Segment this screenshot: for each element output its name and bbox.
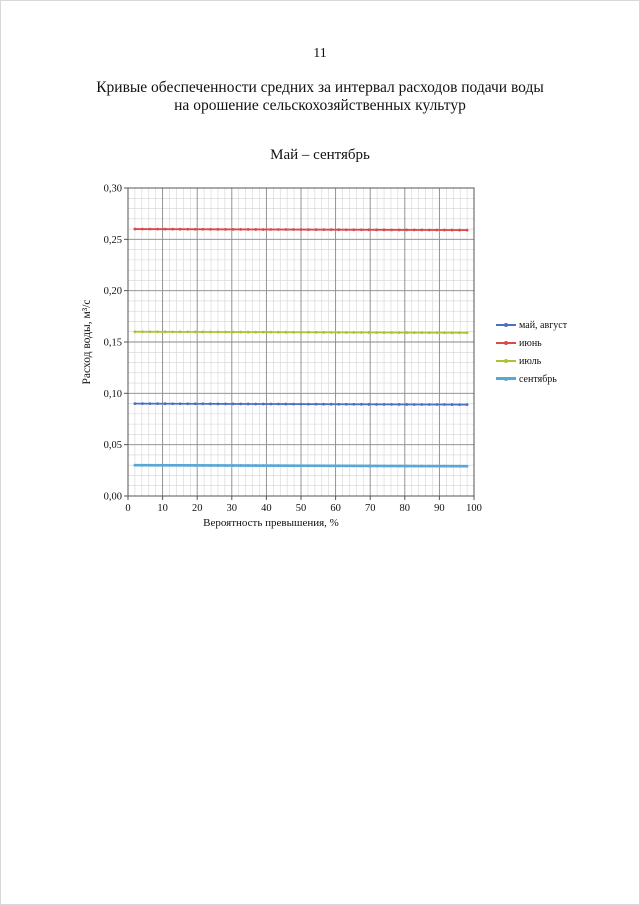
series-point-3 xyxy=(413,331,416,334)
series-point-4 xyxy=(315,464,318,467)
series-point-3 xyxy=(179,330,182,333)
series-point-3 xyxy=(360,331,363,334)
series-point-2 xyxy=(232,228,235,231)
series-point-4 xyxy=(435,465,438,468)
series-point-2 xyxy=(398,228,401,231)
series-point-3 xyxy=(428,331,431,334)
series-point-1 xyxy=(209,402,212,405)
series-point-1 xyxy=(360,403,363,406)
series-point-1 xyxy=(292,403,295,406)
series-point-4 xyxy=(368,465,371,468)
series-point-2 xyxy=(269,228,272,231)
series-point-1 xyxy=(262,403,265,406)
series-point-3 xyxy=(209,331,212,334)
series-point-3 xyxy=(352,331,355,334)
x-tick-label: 70 xyxy=(364,503,376,514)
series-point-3 xyxy=(300,331,303,334)
series-point-1 xyxy=(435,403,438,406)
chart-legend xyxy=(496,316,586,388)
series-point-4 xyxy=(458,465,461,468)
series-point-2 xyxy=(300,228,303,231)
series-point-3 xyxy=(405,331,408,334)
document-title-line-2: на орошение сельскохозяйственных культур xyxy=(174,97,466,114)
series-point-2 xyxy=(262,228,265,231)
series-point-2 xyxy=(164,228,167,231)
legend-item-3 xyxy=(496,352,586,370)
series-point-2 xyxy=(156,228,159,231)
series-point-3 xyxy=(277,331,280,334)
series-point-3 xyxy=(383,331,386,334)
series-point-1 xyxy=(345,403,348,406)
series-point-3 xyxy=(239,331,242,334)
series-point-3 xyxy=(420,331,423,334)
series-point-2 xyxy=(360,228,363,231)
series-point-3 xyxy=(390,331,393,334)
series-point-1 xyxy=(277,403,280,406)
series-point-4 xyxy=(141,464,144,467)
series-point-2 xyxy=(217,228,220,231)
series-point-4 xyxy=(285,464,288,467)
series-point-1 xyxy=(368,403,371,406)
x-tick-label: 90 xyxy=(434,503,445,514)
legend-swatch xyxy=(496,356,516,366)
series-point-4 xyxy=(164,464,167,467)
series-point-3 xyxy=(232,331,235,334)
series-point-4 xyxy=(383,465,386,468)
series-point-2 xyxy=(383,228,386,231)
series-point-1 xyxy=(194,402,197,405)
series-point-4 xyxy=(300,464,303,467)
x-tick-label: 80 xyxy=(399,503,411,514)
series-point-2 xyxy=(451,229,454,232)
y-tick-label: 0,10 xyxy=(103,388,122,400)
series-point-4 xyxy=(217,464,220,467)
series-point-1 xyxy=(164,402,167,405)
series-point-3 xyxy=(262,331,265,334)
series-point-2 xyxy=(315,228,318,231)
series-point-2 xyxy=(466,229,469,232)
x-tick-label: 40 xyxy=(261,503,272,514)
series-point-3 xyxy=(217,331,220,334)
legend-item-1 xyxy=(496,316,586,334)
series-point-1 xyxy=(179,402,182,405)
series-point-4 xyxy=(330,464,333,467)
series-point-2 xyxy=(375,228,378,231)
series-point-1 xyxy=(300,403,303,406)
series-point-4 xyxy=(307,464,310,467)
series-point-3 xyxy=(398,331,401,334)
series-point-2 xyxy=(390,228,393,231)
legend-label: июль xyxy=(519,355,542,367)
legend-item-2 xyxy=(496,334,586,352)
x-tick-label: 0 xyxy=(125,503,131,514)
series-point-2 xyxy=(352,228,355,231)
series-point-3 xyxy=(435,331,438,334)
series-point-2 xyxy=(345,228,348,231)
series-point-4 xyxy=(428,465,431,468)
series-point-2 xyxy=(413,229,416,232)
series-point-2 xyxy=(285,228,288,231)
series-point-1 xyxy=(186,402,189,405)
series-point-4 xyxy=(352,464,355,467)
series-point-1 xyxy=(224,402,227,405)
x-tick-label: 60 xyxy=(330,503,341,514)
x-tick-label: 20 xyxy=(191,503,203,514)
series-point-1 xyxy=(451,403,454,406)
series-point-2 xyxy=(428,229,431,232)
series-point-4 xyxy=(405,465,408,468)
y-tick-label: 0,30 xyxy=(103,183,122,195)
series-point-4 xyxy=(277,464,280,467)
series-point-2 xyxy=(292,228,295,231)
series-point-4 xyxy=(292,464,295,467)
series-point-3 xyxy=(322,331,325,334)
page-number: 11 xyxy=(313,46,327,61)
x-tick-label: 30 xyxy=(226,503,238,514)
series-point-2 xyxy=(149,228,152,231)
series-point-1 xyxy=(337,403,340,406)
series-point-4 xyxy=(134,464,137,467)
series-point-1 xyxy=(420,403,423,406)
series-point-2 xyxy=(141,228,144,231)
series-point-3 xyxy=(247,331,250,334)
series-point-3 xyxy=(186,330,189,333)
legend-item-4 xyxy=(496,370,586,388)
series-point-1 xyxy=(239,403,242,406)
series-point-2 xyxy=(134,228,137,231)
series-point-4 xyxy=(247,464,250,467)
series-point-1 xyxy=(141,402,144,405)
series-point-4 xyxy=(171,464,174,467)
series-point-1 xyxy=(428,403,431,406)
series-point-3 xyxy=(254,331,257,334)
series-point-4 xyxy=(337,464,340,467)
series-point-3 xyxy=(345,331,348,334)
series-point-1 xyxy=(149,402,152,405)
legend-swatch xyxy=(496,320,516,330)
series-point-4 xyxy=(201,464,204,467)
series-point-1 xyxy=(232,403,235,406)
series-point-1 xyxy=(390,403,393,406)
x-tick-label: 50 xyxy=(295,503,307,514)
series-point-4 xyxy=(209,464,212,467)
series-point-4 xyxy=(224,464,227,467)
series-point-3 xyxy=(307,331,310,334)
series-point-4 xyxy=(420,465,423,468)
y-tick-label: 0,15 xyxy=(103,337,122,349)
series-point-1 xyxy=(247,403,250,406)
series-point-3 xyxy=(164,330,167,333)
series-point-1 xyxy=(201,402,204,405)
series-point-4 xyxy=(390,465,393,468)
series-point-3 xyxy=(368,331,371,334)
series-point-3 xyxy=(269,331,272,334)
legend-label: сентябрь xyxy=(519,373,557,385)
series-point-4 xyxy=(186,464,189,467)
series-point-2 xyxy=(239,228,242,231)
series-point-1 xyxy=(307,403,310,406)
series-point-3 xyxy=(285,331,288,334)
series-point-4 xyxy=(322,464,325,467)
x-tick-label: 10 xyxy=(157,503,168,514)
series-point-2 xyxy=(171,228,174,231)
x-axis-label: Вероятность превышения, % xyxy=(203,517,339,529)
series-point-2 xyxy=(368,228,371,231)
series-point-2 xyxy=(420,229,423,232)
series-point-4 xyxy=(156,464,159,467)
series-point-3 xyxy=(156,330,159,333)
series-point-2 xyxy=(209,228,212,231)
series-point-2 xyxy=(277,228,280,231)
y-tick-label: 0,00 xyxy=(103,491,122,503)
legend-swatch xyxy=(496,374,516,384)
chart-title: Май – сентябрь xyxy=(270,147,370,163)
series-point-4 xyxy=(254,464,257,467)
series-point-2 xyxy=(254,228,257,231)
series-point-2 xyxy=(307,228,310,231)
series-point-1 xyxy=(352,403,355,406)
series-point-2 xyxy=(337,228,340,231)
series-point-4 xyxy=(360,465,363,468)
series-point-3 xyxy=(315,331,318,334)
series-point-1 xyxy=(458,403,461,406)
series-point-3 xyxy=(171,330,174,333)
series-point-3 xyxy=(330,331,333,334)
series-point-4 xyxy=(398,465,401,468)
series-point-2 xyxy=(194,228,197,231)
series-point-3 xyxy=(375,331,378,334)
series-point-1 xyxy=(322,403,325,406)
series-point-3 xyxy=(141,330,144,333)
series-point-3 xyxy=(292,331,295,334)
series-point-2 xyxy=(322,228,325,231)
series-point-3 xyxy=(337,331,340,334)
series-point-4 xyxy=(466,465,469,468)
series-point-4 xyxy=(232,464,235,467)
series-point-3 xyxy=(466,331,469,334)
series-point-1 xyxy=(375,403,378,406)
series-point-2 xyxy=(224,228,227,231)
series-point-1 xyxy=(217,402,220,405)
x-tick-label: 100 xyxy=(466,503,482,514)
series-point-1 xyxy=(315,403,318,406)
series-point-1 xyxy=(398,403,401,406)
series-point-4 xyxy=(443,465,446,468)
series-point-1 xyxy=(330,403,333,406)
series-point-1 xyxy=(466,403,469,406)
series-point-1 xyxy=(254,403,257,406)
series-point-2 xyxy=(201,228,204,231)
series-point-2 xyxy=(458,229,461,232)
series-point-2 xyxy=(435,229,438,232)
series-point-1 xyxy=(171,402,174,405)
series-point-3 xyxy=(134,330,137,333)
y-tick-label: 0,25 xyxy=(103,234,122,246)
series-point-1 xyxy=(405,403,408,406)
y-tick-label: 0,05 xyxy=(103,440,122,452)
series-point-4 xyxy=(239,464,242,467)
series-point-4 xyxy=(345,464,348,467)
legend-label: июнь xyxy=(519,337,542,349)
series-point-2 xyxy=(186,228,189,231)
series-point-4 xyxy=(179,464,182,467)
series-point-3 xyxy=(201,331,204,334)
y-axis-label: Расход воды, м³/с xyxy=(81,299,93,385)
document-title-line-1: Кривые обеспеченности средних за интервал расходов подачи воды xyxy=(96,79,544,96)
series-point-2 xyxy=(405,229,408,232)
series-point-3 xyxy=(194,331,197,334)
series-point-1 xyxy=(269,403,272,406)
series-point-2 xyxy=(330,228,333,231)
series-point-2 xyxy=(179,228,182,231)
series-point-1 xyxy=(134,402,137,405)
series-point-4 xyxy=(413,465,416,468)
legend-swatch xyxy=(496,338,516,348)
series-point-4 xyxy=(194,464,197,467)
series-point-3 xyxy=(458,331,461,334)
series-point-4 xyxy=(269,464,272,467)
series-point-4 xyxy=(262,464,265,467)
series-point-1 xyxy=(413,403,416,406)
y-tick-label: 0,20 xyxy=(103,286,122,298)
series-point-2 xyxy=(443,229,446,232)
series-point-2 xyxy=(247,228,250,231)
series-point-4 xyxy=(451,465,454,468)
series-point-1 xyxy=(285,403,288,406)
series-point-3 xyxy=(451,331,454,334)
legend-label: май, август xyxy=(519,319,568,331)
series-point-1 xyxy=(156,402,159,405)
series-point-1 xyxy=(383,403,386,406)
series-point-4 xyxy=(375,465,378,468)
series-point-3 xyxy=(224,331,227,334)
series-point-1 xyxy=(443,403,446,406)
series-point-3 xyxy=(443,331,446,334)
series-point-3 xyxy=(149,330,152,333)
series-point-4 xyxy=(149,464,152,467)
